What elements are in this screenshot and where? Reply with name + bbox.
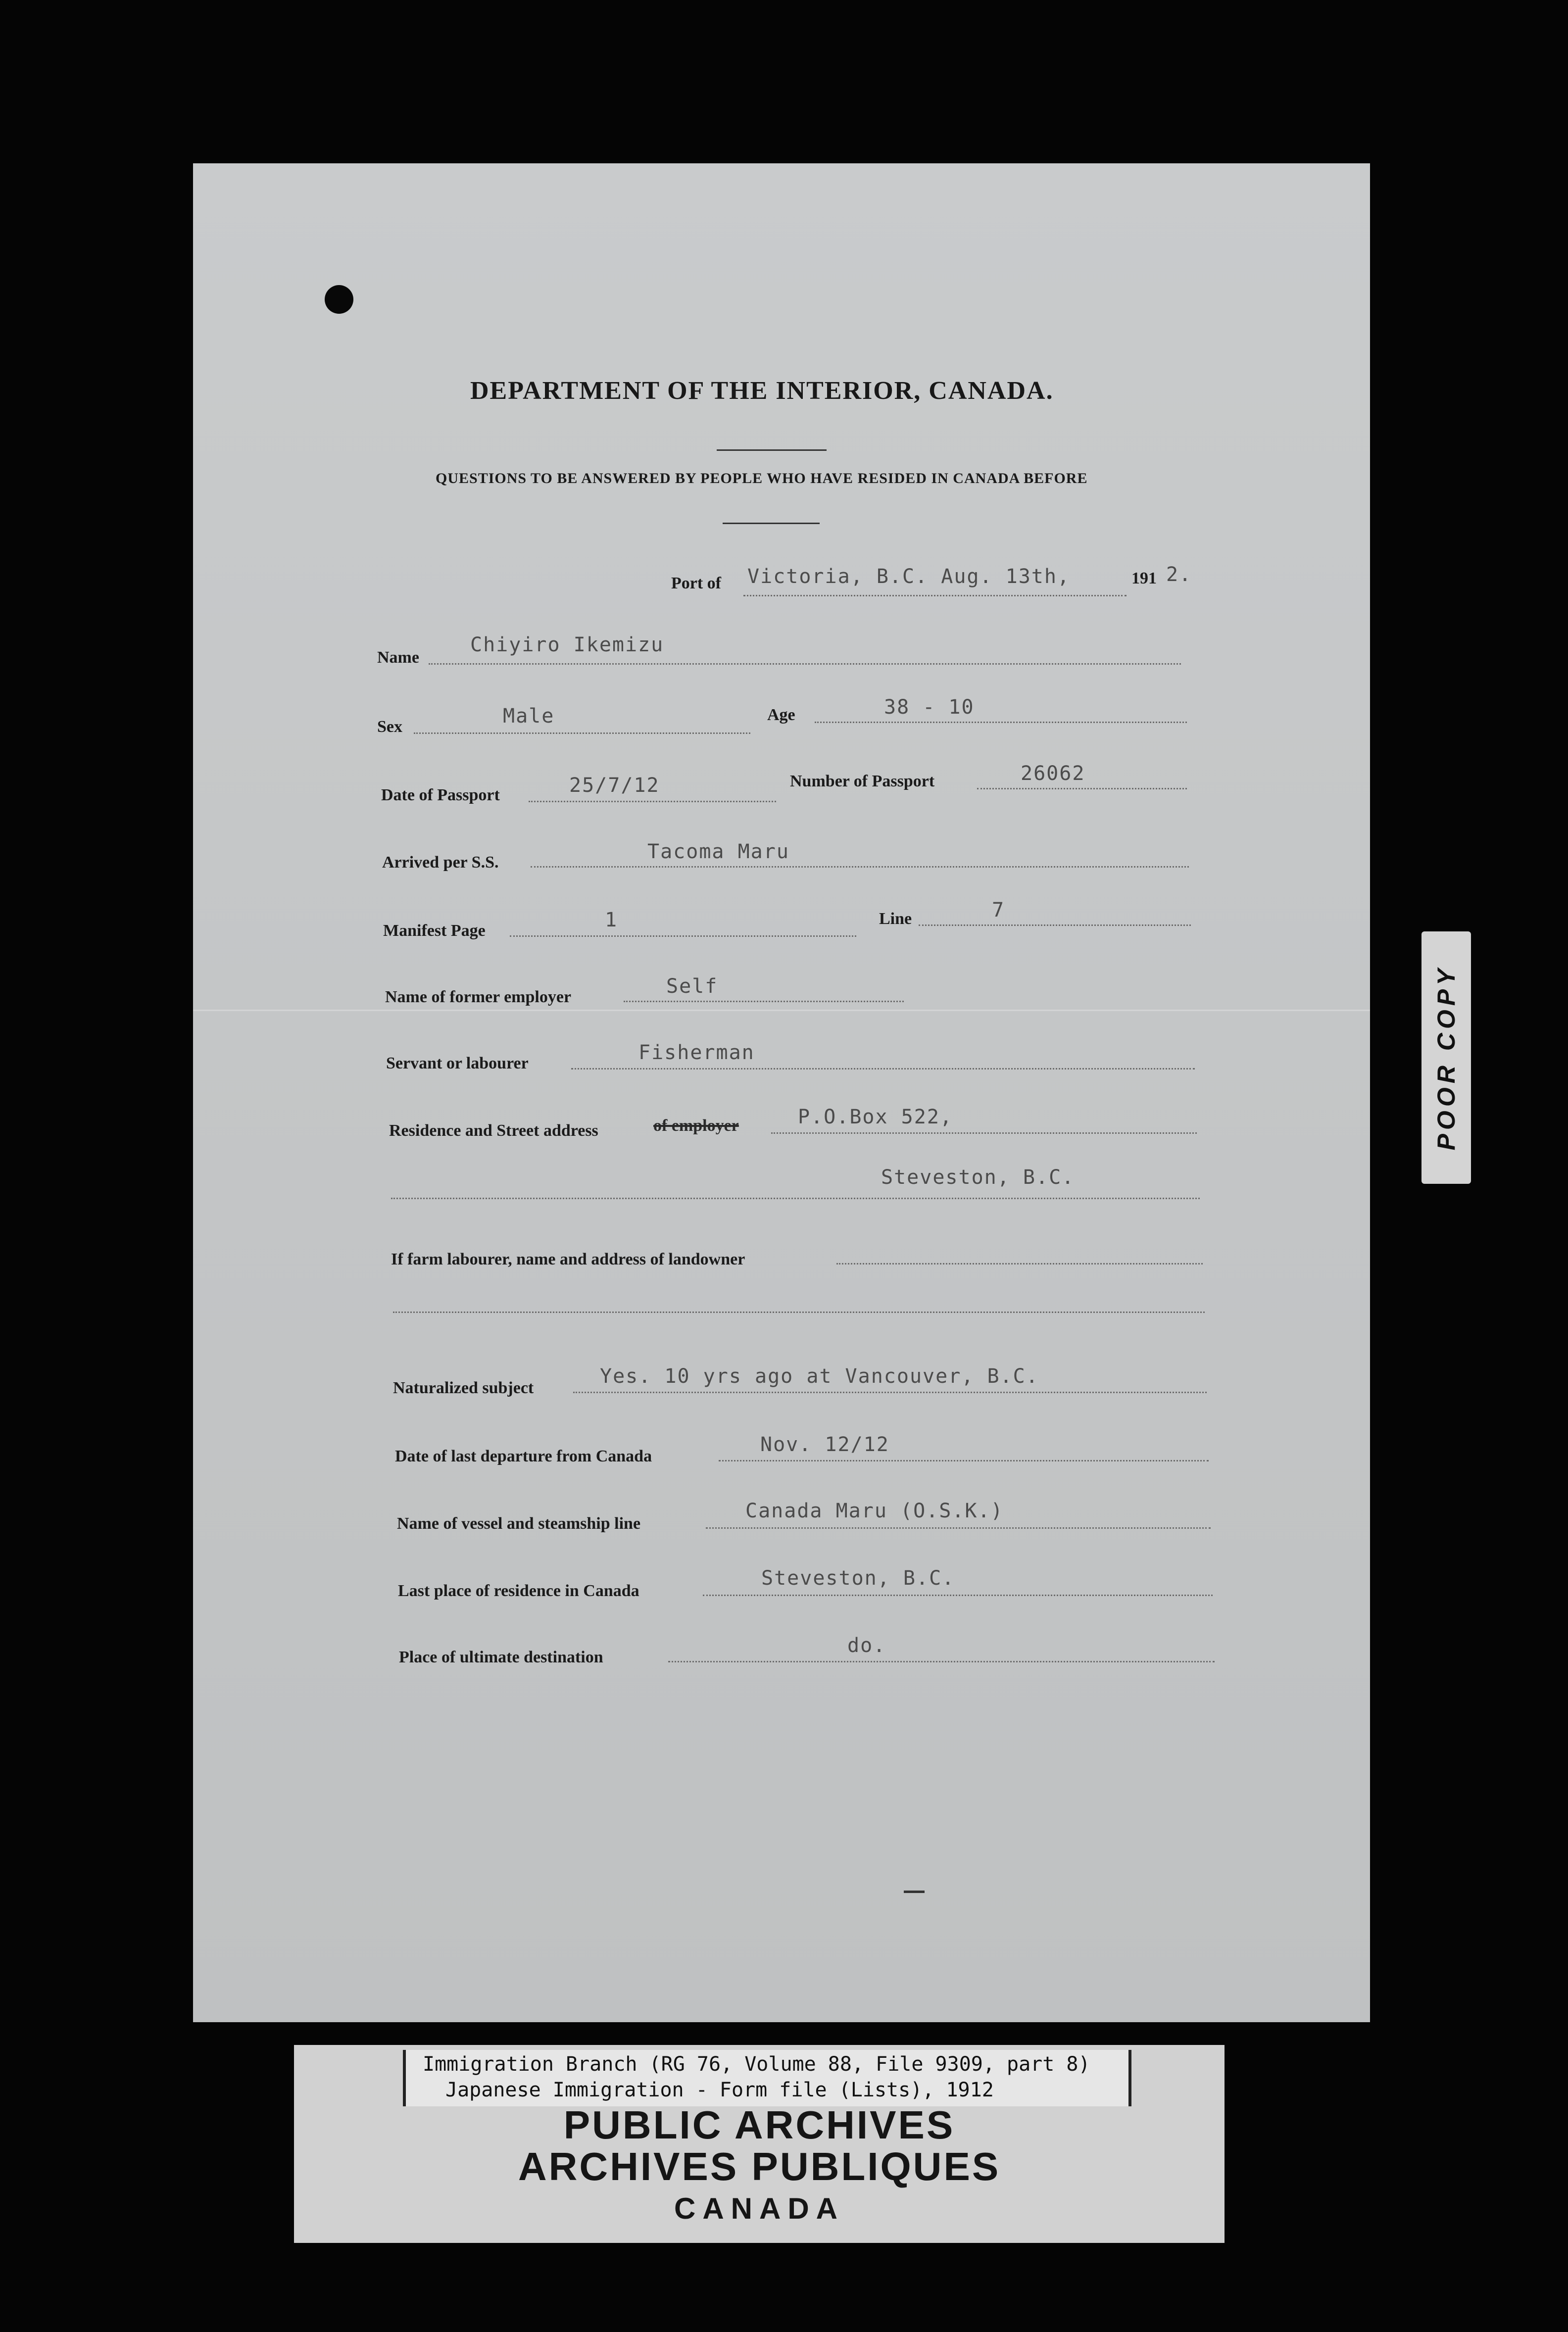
year-prefix: 191 bbox=[1131, 569, 1157, 587]
port-label: Port of bbox=[671, 574, 722, 592]
name-value: Chiyiro Ikemizu bbox=[470, 633, 664, 656]
last-residence-label: Last place of residence in Canada bbox=[398, 1582, 639, 1600]
servant-dots bbox=[571, 1068, 1195, 1069]
former-employer-dots bbox=[624, 1001, 904, 1002]
sex-value: Male bbox=[503, 705, 555, 728]
farm-labourer-dots bbox=[836, 1263, 1203, 1264]
manifest-dots bbox=[510, 935, 856, 937]
passport-number-label: Number of Passport bbox=[790, 772, 935, 790]
archive-line2: ARCHIVES PUBLIQUES bbox=[518, 2144, 1001, 2188]
port-dots bbox=[743, 595, 1127, 596]
archive-tag bbox=[403, 2050, 1131, 2106]
naturalized-dots bbox=[573, 1392, 1207, 1393]
line-dots bbox=[919, 924, 1191, 926]
residence-value-line2: Steveston, B.C. bbox=[881, 1166, 1075, 1189]
archive-label bbox=[294, 2045, 1225, 2243]
year-suffix: 2. bbox=[1166, 563, 1192, 586]
residence-struck-text: of employer bbox=[653, 1117, 739, 1135]
archive-tag-line1: Immigration Branch (RG 76, Volume 88, File 9309, part 8) bbox=[423, 2053, 1090, 2076]
former-employer-label: Name of former employer bbox=[385, 988, 572, 1006]
residence-dots-line2 bbox=[391, 1198, 1200, 1199]
naturalized-value: Yes. 10 yrs ago at Vancouver, B.C. bbox=[600, 1365, 1039, 1388]
arrived-value: Tacoma Maru bbox=[647, 840, 789, 863]
naturalized-label: Naturalized subject bbox=[393, 1379, 534, 1397]
age-label: Age bbox=[767, 706, 795, 724]
archive-line1: PUBLIC ARCHIVES bbox=[563, 2103, 955, 2147]
name-label: Name bbox=[377, 648, 419, 667]
age-dots bbox=[815, 722, 1187, 723]
port-value: Victoria, B.C. Aug. 13th, bbox=[747, 565, 1071, 588]
destination-value: do. bbox=[847, 1634, 886, 1657]
destination-dots bbox=[668, 1661, 1215, 1662]
manifest-label: Manifest Page bbox=[383, 922, 486, 940]
servant-value: Fisherman bbox=[638, 1041, 755, 1064]
residence-label: Residence and Street address bbox=[389, 1121, 598, 1140]
passport-date-dots bbox=[529, 801, 776, 802]
line-label: Line bbox=[879, 910, 912, 928]
vessel-value: Canada Maru (O.S.K.) bbox=[745, 1500, 1004, 1522]
form-subtitle: QUESTIONS TO BE ANSWERED BY PEOPLE WHO HAVE RESIDED IN CANADA BEFORE bbox=[436, 470, 1088, 486]
poor-copy-stamp bbox=[1421, 931, 1471, 1184]
archive-tag-line2: Japanese Immigration - Form file (Lists), 1912 bbox=[445, 2079, 994, 2101]
archive-line3: CANADA bbox=[674, 2192, 844, 2225]
last-residence-dots bbox=[703, 1595, 1213, 1596]
arrived-dots bbox=[531, 866, 1189, 868]
last-departure-dots bbox=[719, 1460, 1209, 1461]
passport-date-label: Date of Passport bbox=[381, 786, 500, 804]
servant-label: Servant or labourer bbox=[386, 1054, 529, 1072]
manifest-value: 1 bbox=[605, 909, 618, 931]
form-title: DEPARTMENT OF THE INTERIOR, CANADA. bbox=[470, 377, 1054, 405]
age-value: 38 - 10 bbox=[884, 696, 975, 719]
arrived-label: Arrived per S.S. bbox=[382, 853, 499, 872]
former-employer-value: Self bbox=[666, 975, 718, 998]
line-value: 7 bbox=[992, 899, 1005, 922]
last-residence-value: Steveston, B.C. bbox=[761, 1567, 955, 1590]
title-rule-top bbox=[717, 449, 827, 451]
last-departure-label: Date of last departure from Canada bbox=[395, 1447, 652, 1465]
passport-number-dots bbox=[977, 788, 1187, 789]
residence-value: P.O.Box 522, bbox=[798, 1106, 953, 1128]
fold-crease bbox=[193, 1010, 1370, 1011]
residence-dots bbox=[771, 1132, 1197, 1134]
passport-date-value: 25/7/12 bbox=[569, 774, 660, 797]
vessel-label: Name of vessel and steamship line bbox=[397, 1514, 641, 1533]
title-rule-bottom bbox=[723, 523, 820, 524]
last-departure-value: Nov. 12/12 bbox=[760, 1433, 889, 1456]
sex-dots bbox=[414, 732, 750, 734]
vessel-dots bbox=[706, 1527, 1211, 1529]
passport-number-value: 26062 bbox=[1021, 762, 1085, 785]
immigration-form bbox=[193, 163, 1370, 2022]
name-dots bbox=[429, 663, 1181, 665]
ink-mark bbox=[904, 1891, 925, 1893]
sex-label: Sex bbox=[377, 718, 402, 736]
stamp-text: POOR COPY bbox=[1432, 965, 1460, 1151]
farm-labourer-dots-line2 bbox=[393, 1312, 1205, 1313]
farm-labourer-label: If farm labourer, name and address of landowner bbox=[391, 1250, 745, 1268]
punch-hole bbox=[325, 285, 353, 314]
destination-label: Place of ultimate destination bbox=[399, 1648, 603, 1666]
